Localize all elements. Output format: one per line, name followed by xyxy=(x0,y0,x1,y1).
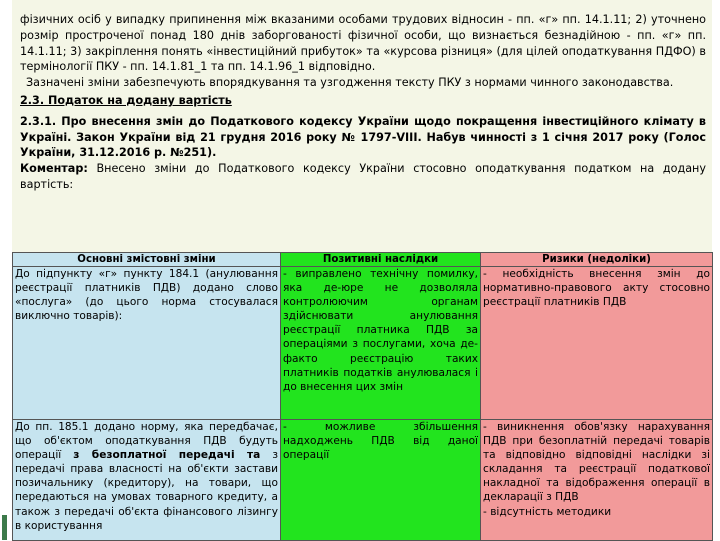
slide-accent-bar xyxy=(2,515,7,540)
changes-table xyxy=(12,252,713,541)
comment-text: Внесено зміни до Податкового кодексу України стосовно оподаткування податком на додану вартість: xyxy=(20,162,706,191)
note-paragraph: Зазначені зміни забезпечують впорядкування та узгодження тексту ПКУ з нормами чинного законодавства. xyxy=(26,76,674,90)
change-text-bold: з безоплатної передачі та xyxy=(73,449,261,462)
header-positive-effects: Позитивні наслідки xyxy=(281,253,481,267)
change-cell: До підпункту «г» пункту 184.1 (анулювання реєстрації платників ПДВ) додано слово «послуга» (до цього норма стосувалася виключно товарів): xyxy=(13,267,281,420)
table-row xyxy=(13,420,713,541)
document-page xyxy=(12,0,712,540)
positive-cell: - виправлено технічну помилку, яка де-юре не дозволяла контролюючим органам здійснювати анулювання реєстрації платника ПДВ за операціями з послугами, хоча де-факто реєстрацію таких платників податків анулювалася і до внесення цих змін xyxy=(281,267,481,420)
subsection-heading: 2.3.1. Про внесення змін до Податкового кодексу України щодо покращення інвестиційного клімату в Україні. Закон України від 21 грудня 2016 року № 1797-VIII. Набув чинності з 1 січня 2017 року (Голос України, 31.12.2016 р. №251). xyxy=(20,114,706,160)
positive-cell: - можливе збільшення надходжень ПДВ від даної операції xyxy=(281,420,481,541)
header-risks: Ризики (недоліки) xyxy=(481,253,713,267)
comment-label: Коментар: xyxy=(20,162,88,176)
risk-cell: - необхідність внесення змін до нормативно-правового акту стосовно реєстрації платників ПДВ xyxy=(481,267,713,420)
left-margin-strip xyxy=(0,0,12,540)
change-text-end: з передачі права власності на об'єкти застави позичальнику (кредитору), на товари, що передаються на умовах товарного кредиту, а також з передачі об'єкта фінансового лізингу в користування xyxy=(15,449,278,532)
table-row xyxy=(13,267,713,420)
intro-paragraph: фізичних осіб у випадку припинення між вказаними особами трудових відносин - пп. «г» пп. 14.1.11; 2) уточнено розмір простроченої понад 180 днів заборгованості фізичної особи, що визнається безнадійною - пп. «г» пп. 14.1.11; 3) закріплення понять «інвестиційний прибуток» та «курсова різниця» (для цілей оподаткування ПДФО) в термінології ПКУ - пп. 14.1.81_1 та пп. 14.1.96_1 відповідно. xyxy=(20,13,706,74)
table-header-row xyxy=(13,253,713,267)
risk-cell: - виникнення обов'язку нарахування ПДВ при безоплатній передачі товарів та відповідно відповідні наслідки зі складання та реєстрації податкової накладної та відображення операції в декларації з ПДВ - відсутність методики xyxy=(481,420,713,541)
change-text-start: До пп. 185.1 додано норму, яка передбачає, що об'єктом оподаткування ПДВ будуть операції xyxy=(15,421,278,462)
header-main-changes: Основні змістовні зміни xyxy=(13,253,281,267)
section-heading: 2.3. Податок на додану вартість xyxy=(20,93,232,107)
change-cell xyxy=(13,420,281,541)
comment-paragraph xyxy=(20,161,706,193)
document-body xyxy=(20,12,706,193)
